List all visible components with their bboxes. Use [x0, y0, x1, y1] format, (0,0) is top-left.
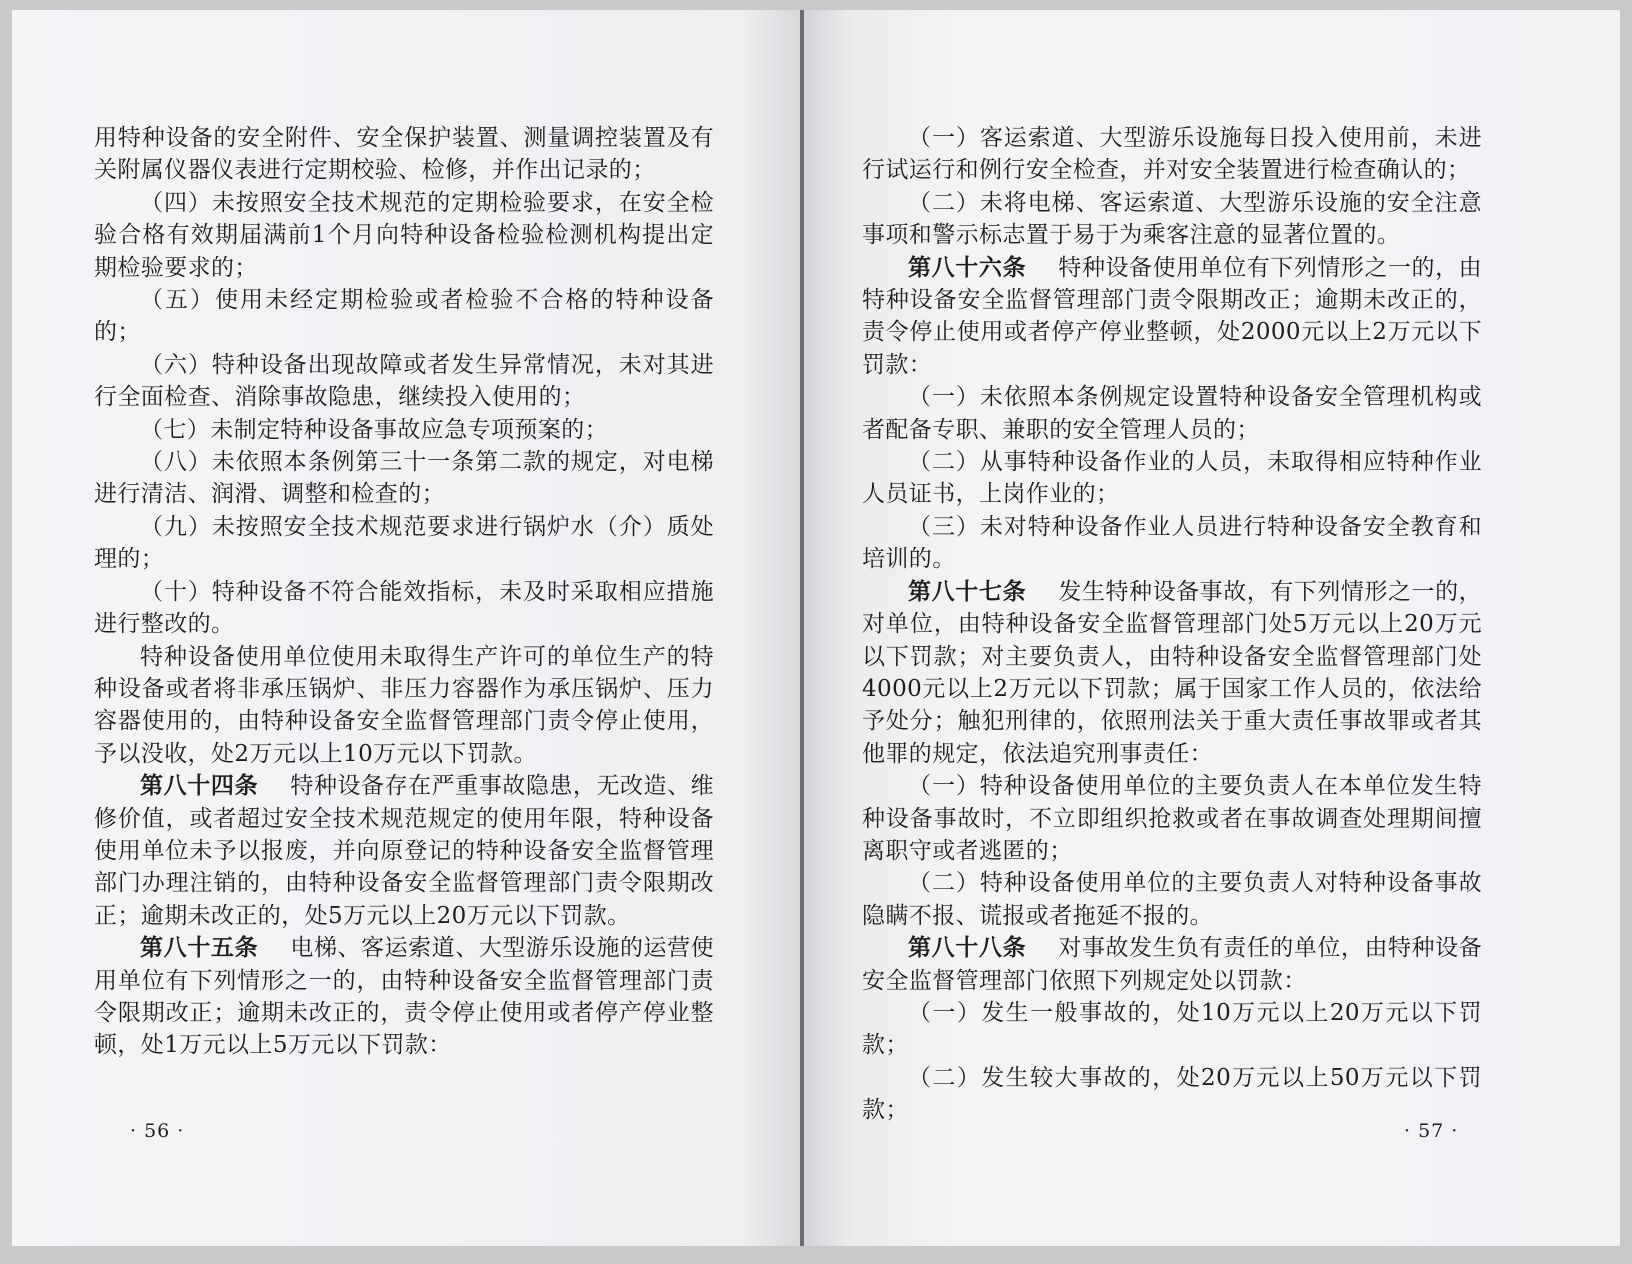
- paragraph: 用特种设备的安全附件、安全保护装置、测量调控装置及有关附属仪器仪表进行定期校验、检修，并作出记录的；: [94, 125, 714, 184]
- article-paragraph: [862, 932, 1482, 997]
- list-item: （七）未制定特种设备事故应急专项预案的；: [140, 416, 608, 443]
- list-item: （二）特种设备使用单位的主要负责人对特种设备事故隐瞒不报、谎报或者拖延不报的。: [862, 870, 1482, 929]
- list-item: （一）发生一般事故的，处10万元以上20万元以下罚款；: [862, 999, 1482, 1059]
- right-page: [804, 10, 1620, 1246]
- right-page-text: [862, 122, 1482, 1127]
- list-item: （三）未对特种设备作业人员进行特种设备安全教育和培训的。: [862, 513, 1482, 573]
- article-text: 特种设备使用单位有下列情形之一的，由特种设备安全监督管理部门责令限期改正；逾期未改正的，责令停止使用或者停产停业整顿，处2000元以上2万元以下罚款：: [862, 254, 1483, 378]
- article-title: 第八十四条: [140, 773, 259, 800]
- list-item: （九）未按照安全技术规范要求进行锅炉水（介）质处理的；: [94, 513, 714, 573]
- left-page-text: [94, 122, 714, 1062]
- book-spread: [12, 10, 1620, 1246]
- list-item: （一）客运索道、大型游乐设施每日投入使用前，未进行试运行和例行安全检查，并对安全装置进行检查确认的；: [862, 125, 1482, 184]
- article-text: 对事故发生负有责任的单位，由特种设备安全监督管理部门依照下列规定处以罚款：: [862, 935, 1483, 994]
- page-number: · 56 ·: [130, 1120, 185, 1142]
- article-text: 发生特种设备事故，有下列情形之一的，对单位，由特种设备安全监督管理部门处5万元以上20万元以下罚款；对主要负责人，由特种设备安全监督管理部门处4000元以上2万元以下罚款；属于国家工作人员的，依法给予处分；触犯刑律的，依照刑法关于重大责任事故罪或者其他罪的规定，依法追究刑事责任：: [862, 578, 1483, 767]
- list-item: （八）未依照本条例第三十一条第二款的规定，对电梯进行清洁、润滑、调整和检查的；: [94, 449, 714, 508]
- article-title: 第八十六条: [908, 254, 1027, 281]
- list-item: （六）特种设备出现故障或者发生异常情况，未对其进行全面检查、消除事故隐患，继续投入使用的；: [94, 351, 714, 411]
- article-text: 电梯、客运索道、大型游乐设施的运营使用单位有下列情形之一的，由特种设备安全监督管理部门责令限期改正；逾期未改正的，责令停止使用或者停产停业整顿，处1万元以上5万元以下罚款：: [94, 935, 715, 1059]
- article-paragraph: [94, 932, 714, 1062]
- article-title: 第八十七条: [908, 578, 1027, 605]
- list-item: （四）未按照安全技术规范的定期检验要求，在安全检验合格有效期届满前1个月向特种设备检验检测机构提出定期检验要求的；: [94, 189, 714, 281]
- article-paragraph: [94, 770, 714, 932]
- article-text: 特种设备存在严重事故隐患，无改造、维修价值，或者超过安全技术规范规定的使用年限，特种设备使用单位未予以报废，并向原登记的特种设备安全监督管理部门办理注销的，由特种设备安全监督管理部门责令限期改正；逾期未改正的，处5万元以上20万元以下罚款。: [94, 773, 715, 929]
- page-number: · 57 ·: [1404, 1120, 1459, 1142]
- article-paragraph: [862, 252, 1482, 382]
- list-item: （二）未将电梯、客运索道、大型游乐设施的安全注意事项和警示标志置于易于为乘客注意的显著位置的。: [862, 189, 1482, 249]
- list-item: （五）使用未经定期检验或者检验不合格的特种设备的；: [94, 287, 714, 346]
- article-paragraph: [862, 576, 1482, 770]
- list-item: （一）未依照本条例规定设置特种设备安全管理机构或者配备专职、兼职的安全管理人员的；: [862, 384, 1482, 443]
- list-item: （十）特种设备不符合能效指标，未及时采取相应措施进行整改的。: [94, 578, 714, 638]
- left-page: [12, 10, 802, 1246]
- list-item: （二）发生较大事故的，处20万元以上50万元以下罚款；: [862, 1064, 1482, 1124]
- article-title: 第八十八条: [908, 935, 1027, 962]
- paragraph: 特种设备使用单位使用未取得生产许可的单位生产的特种设备或者将非承压锅炉、非压力容器作为承压锅炉、压力容器使用的，由特种设备安全监督管理部门责令停止使用，予以没收，处2万元以上10万元以下罚款。: [94, 643, 714, 767]
- list-item: （二）从事特种设备作业的人员，未取得相应特种作业人员证书，上岗作业的；: [862, 449, 1482, 508]
- article-title: 第八十五条: [140, 935, 259, 962]
- list-item: （一）特种设备使用单位的主要负责人在本单位发生特种设备事故时，不立即组织抢救或者在事故调查处理期间擅离职守或者逃匿的；: [862, 773, 1482, 864]
